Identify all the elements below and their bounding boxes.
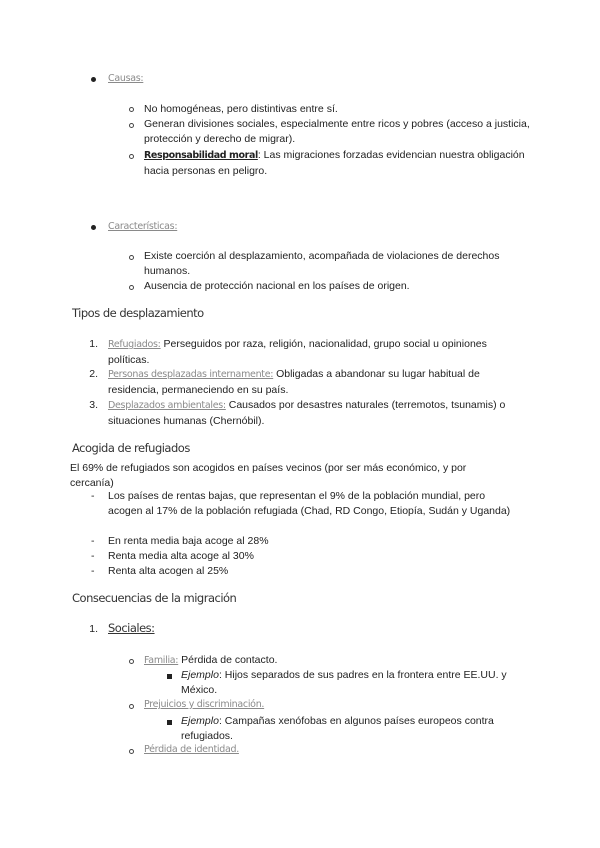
dash-marker: - — [91, 535, 95, 547]
dash-marker: - — [91, 490, 95, 502]
bullet-circle-icon — [129, 749, 134, 754]
bullet-circle-icon — [129, 285, 134, 290]
tipos-number-1: 1. — [89, 338, 98, 350]
refugiados-text: Perseguidos por raza, religión, nacionalidad, grupo social u opiniones políticas. — [108, 338, 487, 366]
acogida-item-1: Los países de rentas bajas, que representan el 9% de la población mundial, pero acogen al 17% de la población refugiada (Chad, RD Congo, Etiopía, Sudán y Uganda) — [108, 490, 511, 517]
ejemplo-item-1 — [181, 668, 536, 697]
familia-text: Pérdida de contacto. — [178, 654, 278, 666]
desplazadas-text: Obligadas a abandonar su lugar habitual de residencia, permaneciendo en su país. — [108, 368, 480, 396]
ambientales-label: Desplazados ambientales: — [108, 400, 226, 411]
ambientales-text: Causados por desastres naturales (terremotos, tsunamis) o situaciones humanas (Chernóbil). — [108, 399, 506, 427]
tipos-item-1 — [108, 337, 518, 367]
moral-label: Responsabilidad moral — [144, 150, 258, 161]
acogida-heading: Acogida de refugiados — [72, 441, 190, 455]
caracteristicas-item-1: Existe coerción al desplazamiento, acompañada de violaciones de derechos humanos. — [144, 250, 500, 277]
tipos-item-3 — [108, 398, 528, 428]
refugiados-label: Refugiados: — [108, 339, 161, 350]
bullet-circle-icon — [129, 255, 134, 260]
desplazadas-label: Personas desplazadas internamente: — [108, 369, 274, 380]
causas-item-1: No homogéneas, pero distintivas entre sí. — [144, 103, 338, 115]
bullet-circle-icon — [129, 154, 134, 159]
caracteristicas-label: Características: — [108, 221, 178, 232]
sociales-label: Sociales: — [108, 621, 155, 635]
tipos-item-2 — [108, 367, 518, 397]
ejemplo-label: Ejemplo — [181, 669, 219, 681]
bullet-square-icon — [167, 720, 172, 725]
tipos-heading: Tipos de desplazamiento — [72, 306, 204, 320]
dash-marker: - — [91, 550, 95, 562]
bullet-dot-icon — [91, 225, 96, 230]
ejemplo-label: Ejemplo — [181, 715, 219, 727]
acogida-item-3: Renta media alta acoge al 30% — [108, 550, 254, 562]
tipos-number-2: 2. — [89, 368, 98, 380]
bullet-circle-icon — [129, 107, 134, 112]
causas-moral — [144, 148, 534, 178]
prejuicios-label: Prejuicios y discriminación. — [144, 699, 265, 710]
causas-label: Causas: — [108, 73, 144, 84]
bullet-dot-icon — [91, 77, 96, 82]
ejemplo-item-2 — [181, 714, 521, 743]
acogida-item-2: En renta media baja acoge al 28% — [108, 535, 269, 547]
bullet-circle-icon — [129, 659, 134, 664]
tipos-number-3: 3. — [89, 399, 98, 411]
familia-item — [144, 653, 524, 669]
ejemplo1-text: : Hijos separados de sus padres en la frontera entre EE.UU. y México. — [181, 669, 507, 696]
bullet-square-icon — [167, 674, 172, 679]
causas-item-2: Generan divisiones sociales, especialmente entre ricos y pobres (acceso a justicia, protección y derecho de migrar). — [144, 118, 530, 145]
caracteristicas-item-2: Ausencia de protección nacional en los países de origen. — [144, 280, 410, 292]
familia-label: Familia: — [144, 655, 179, 666]
sociales-number: 1. — [89, 623, 98, 635]
consecuencias-heading: Consecuencias de la migración — [72, 591, 237, 605]
dash-marker: - — [91, 565, 95, 577]
bullet-circle-icon — [129, 123, 134, 128]
moral-text: : Las migraciones forzadas evidencian nuestra obligación hacia personas en peligro. — [144, 149, 525, 177]
ejemplo2-text: : Campañas xenófobas en algunos países europeos contra refugiados. — [181, 715, 494, 742]
acogida-item-4: Renta alta acogen al 25% — [108, 565, 229, 577]
bullet-circle-icon — [129, 704, 134, 709]
acogida-intro: El 69% de refugiados son acogidos en países vecinos (por ser más económico, y por cercanía) — [70, 462, 467, 489]
identidad-label: Pérdida de identidad. — [144, 744, 239, 755]
